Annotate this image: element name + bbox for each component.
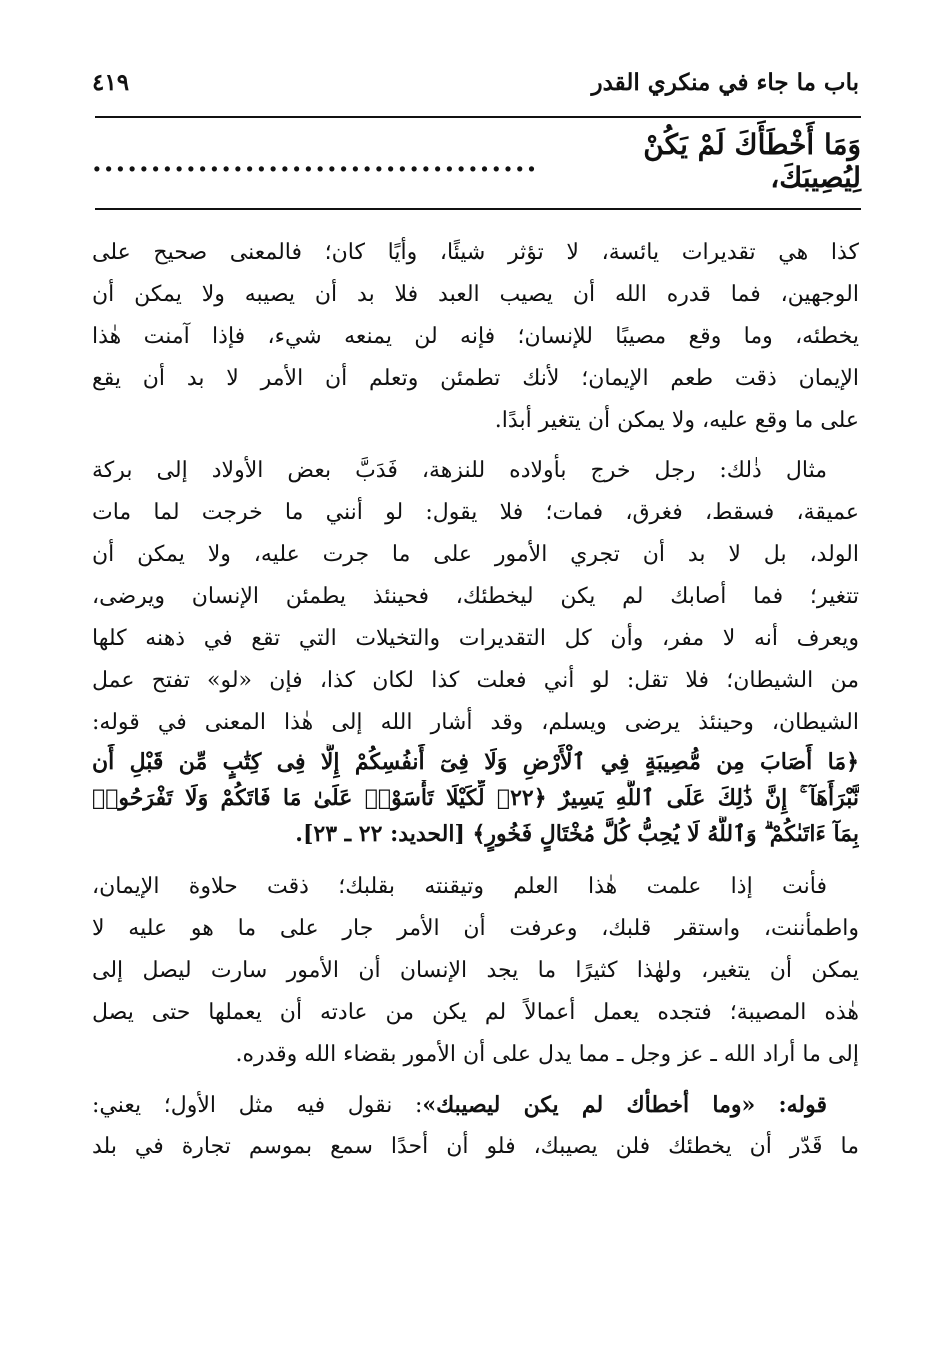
text-line [92, 1084, 859, 1126]
matn-dots: ...................................... [92, 144, 539, 178]
matn-rule [95, 208, 861, 210]
quran-verse-line: ﴿مَا أَصَابَ مِن مُّصِيبَةٍ فِي ٱلْأَرْضِ وَلَا فِىٓ أَنفُسِكُمْ إِلَّا فِى كِتَٰبٍ مِّن قَبْلِ أَن [92, 749, 859, 775]
text-line: ويعرف أنه لا مفر، وأن كل التقديرات والتخيلات التي تقع في ذهنه كلها [92, 626, 859, 651]
paragraph-1 [92, 232, 859, 442]
header-rule [95, 116, 861, 118]
text-line: كذا هي تقديرات يائسة، لا تؤثر شيئًا، وأيًا كان؛ فالمعنى صحيح على [92, 240, 859, 265]
text-line: الإيمان ذقت طعم الإيمان؛ لأنك تطمئن وتعلم أن الأمر لا بد أن يقع [92, 366, 859, 391]
text-line: الوجهين، فما قدره الله أن يصيب العبد فلا بد أن يصيبه ولا يمكن أن [92, 282, 859, 307]
text-span: : نقول فيه مثل الأول؛ يعني: [92, 1093, 423, 1118]
chapter-title: باب ما جاء في منكري القدر [591, 68, 859, 96]
text-line: هٰذه المصيبة؛ فتجده يعمل أعمالاً لم يكن من عادته أن يعملها حتى يصل [92, 1000, 859, 1025]
quran-verse-line: نَّبْرَأَهَآ ۚ إِنَّ ذَٰلِكَ عَلَى ٱللَّهِ يَسِيرٌ ﴿٢٢﴾ لِّكَيْلَا تَأْسَوْا۟ عَلَىٰ مَا فَاتَكُمْ وَلَا تَفْرَحُوا۟ [92, 785, 859, 811]
text-line: الولد، بل لا بد أن تجري الأمور على ما جرت عليه، ولا يمكن أن [92, 542, 859, 567]
commentary-body [92, 232, 859, 1168]
matn-line [92, 128, 861, 194]
qawluh-lead: قوله: «وما أخطأك لم يكن ليصيبك» [422, 1092, 827, 1118]
paragraph-4 [92, 1084, 859, 1168]
text-line: يمكن أن يتغير، ولهٰذا كثيرًا ما يجد الإنسان أن الأمور سارت ليصل إلى [92, 958, 859, 983]
text-line: من الشيطان؛ فلا تقل: لو أني فعلت كذا لكان كذا، فإن «لو» تفتح عمل [92, 668, 859, 693]
text-line: تتغير؛ فما أصابك لم يكن ليخطئك، فحينئذ يطمئن الإنسان ويرضى، [92, 584, 859, 609]
page-number: ٤١٩ [92, 68, 130, 96]
text-line: مثال ذٰلك: رجل خرج بأولاده للنزهة، فَدَبَّ بعض الأولاد إلى بركة [92, 458, 827, 483]
text-line: إلى ما أراد الله ـ عز وجل ـ مما يدل على أن الأمور بقضاء الله وقدره. [235, 1042, 859, 1067]
text-line: يخطئه، وما وقع مصيبًا للإنسان؛ فإنه لن يمنعه شيء، فإذا آمنت هٰذا [92, 324, 859, 349]
matn-text: وَمَا أَخْطَأَكَ لَمْ يَكُنْ لِيُصِيبَكَ، [643, 128, 861, 194]
text-line: واطمأننت، واستقر قلبك، وعرفت أن الأمر جار على ما هو عليه لا [92, 916, 859, 941]
text-line: فأنت إذا علمت هٰذا العلم وتيقنته بقلبك؛ ذقت حلاوة الإيمان، [92, 874, 827, 899]
text-line: عميقة، فسقط، فغرق، فمات؛ فلا يقول: لو أنني ما خرجت لما مات [92, 500, 859, 525]
quran-verse-line: بِمَآ ءَاتَىٰكُمْ ۗ وَٱللَّهُ لَا يُحِبُّ كُلَّ مُخْتَالٍ فَخُورٍ﴾ [الحديد: ٢٢ ـ ٢٣]. [295, 821, 859, 847]
paragraph-3 [92, 866, 859, 1076]
text-line: على ما وقع عليه، ولا يمكن أن يتغير أبدًا. [494, 408, 859, 433]
text-line: ما قَدّر أن يخطئك فلن يصيبك، فلو أن أحدًا سمع بموسم تجارة في بلد [92, 1134, 859, 1159]
paragraph-2 [92, 450, 859, 852]
text-line: الشيطان، وحينئذ يرضى ويسلم، وقد أشار الله إلى هٰذا المعنى في قوله: [92, 710, 859, 735]
running-head [92, 62, 859, 102]
